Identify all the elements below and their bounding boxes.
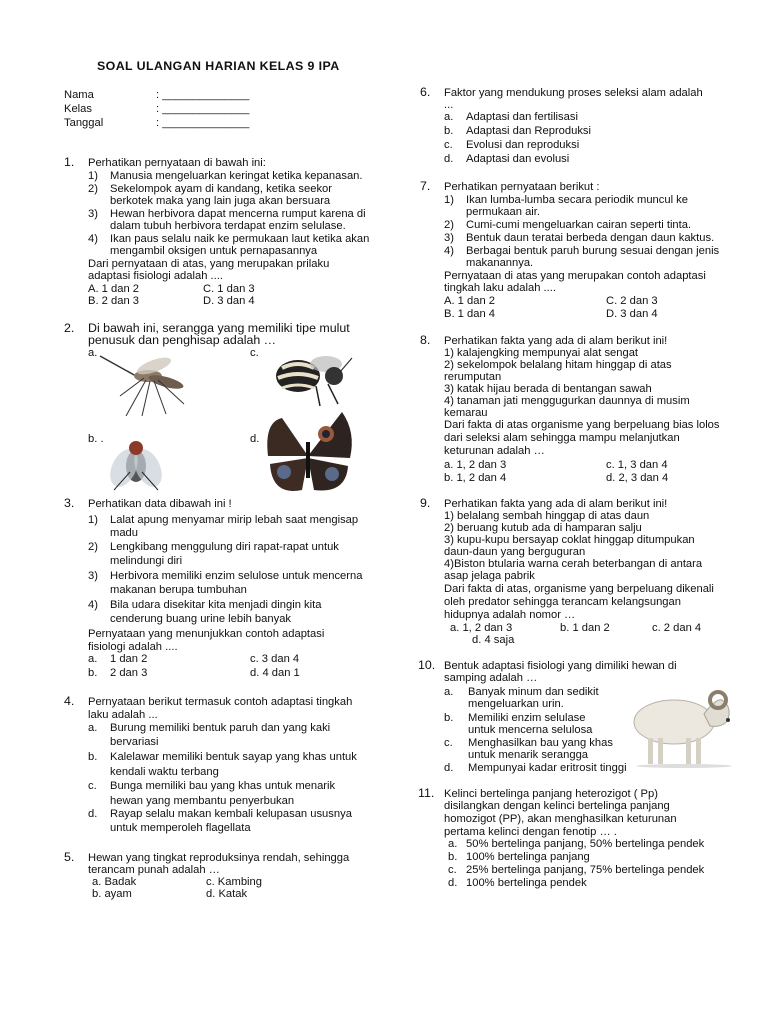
q10-option-letter[interactable]: c. <box>444 737 453 749</box>
q5-option-d[interactable]: d. Katak <box>206 888 248 900</box>
q10-prompt: Bentuk adaptasi fisiologi yang dimiliki hewan di <box>444 660 677 672</box>
q3-option-a[interactable]: 1 dan 2 <box>110 653 148 665</box>
butterfly-image <box>262 412 356 498</box>
q11-option[interactable]: 100% bertelinga panjang <box>466 851 590 863</box>
q11-line: disilangkan dengan kelinci bertelinga panjang <box>444 800 670 812</box>
q5-option-c[interactable]: c. Kambing <box>206 876 262 888</box>
q9-line: hidupnya adalah nomor … <box>444 609 576 621</box>
q8-line: kemarau <box>444 407 488 419</box>
q2-label-d[interactable]: d. <box>250 433 260 445</box>
q4-option-cont: hewan yang membantu penyerbukan <box>110 795 295 807</box>
q10-option[interactable]: Banyak minum dan sedikit <box>468 686 599 698</box>
q9-line: Dari fakta di atas, organisme yang berpeluang dikenali <box>444 583 714 595</box>
q3-item-num: 3) <box>88 570 98 582</box>
q11-option[interactable]: 50% bertelinga panjang, 50% bertelinga pendek <box>466 838 705 850</box>
q7-item-num: 4) <box>444 245 454 257</box>
q4-option-cont: untuk memperoleh flagellata <box>110 822 251 834</box>
q4-option[interactable]: Burung memiliki bentuk paruh dan yang kaki <box>110 722 331 734</box>
q9-line: Perhatikan fakta yang ada di alam berikut ini! <box>444 498 668 510</box>
q7-number: 7. <box>420 179 431 193</box>
q7-option-c[interactable]: C. 2 dan 3 <box>606 295 658 307</box>
q5-option-b[interactable]: b. ayam <box>92 888 132 900</box>
q9-line: 3) kupu-kupu bersayap coklat hinggap ditumpukan <box>444 534 695 546</box>
q6-option[interactable]: Adaptasi dan Reproduksi <box>466 125 592 137</box>
q11-option[interactable]: 100% bertelinga pendek <box>466 877 587 889</box>
q1-item-cont: mengambil oksigen untuk pernapasannya <box>110 245 318 257</box>
q6-prompt: Faktor yang mendukung proses seleksi alam adalah <box>444 87 703 99</box>
q1-item-num: 2) <box>88 183 98 195</box>
q8-number: 8. <box>420 333 431 347</box>
q4-option-cont: kendali waktu terbang <box>110 766 219 778</box>
q8-line: dari seleksi alam sehingga mampu melanjutkan <box>444 432 680 444</box>
q10-number: 10. <box>418 658 436 672</box>
q7-item-cont: makanannya. <box>466 257 534 269</box>
q8-option-c[interactable]: c. 1, 3 dan 4 <box>606 459 668 471</box>
q3-item-num: 2) <box>88 541 98 553</box>
q10-option-cont: mengeluarkan urin. <box>468 698 564 710</box>
q6-option-letter[interactable]: a. <box>444 111 454 123</box>
q8-line: rerumputan <box>444 371 502 383</box>
q3-item-cont: madu <box>110 527 138 539</box>
q3-option-b[interactable]: 2 dan 3 <box>110 667 148 679</box>
q7-stem: Pernyataan di atas yang merupakan contoh adaptasi <box>444 270 706 282</box>
q11-line: pertama kelinci dengan fenotip … . <box>444 826 617 838</box>
q1-item: Sekelompok ayam di kandang, ketika seekor <box>110 183 333 195</box>
q9-option-c[interactable]: c. 2 dan 4 <box>652 622 702 634</box>
q8-line: 3) katak hijau berada di bentangan sawah <box>444 383 652 395</box>
q3-item-num: 1) <box>88 514 98 526</box>
q8-option-b[interactable]: b. 1, 2 dan 4 <box>444 472 507 484</box>
q8-line: 2) sekelompok belalang hitam hinggap di atas <box>444 359 672 371</box>
q11-option-letter[interactable]: c. <box>448 864 457 876</box>
q6-option-letter[interactable]: d. <box>444 153 454 165</box>
q4-option-letter[interactable]: a. <box>88 722 98 734</box>
q10-option[interactable]: Menghasilkan bau yang khas <box>468 737 613 749</box>
q1-stem: Dari pernyataan di atas, yang merupakan prilaku <box>88 258 330 270</box>
q3-item-cont: makanan berupa tumbuhan <box>110 584 247 596</box>
fly-image <box>104 432 166 494</box>
q11-line: homozigot (PP), akan menghasilkan keturunan <box>444 813 677 825</box>
q5-prompt-cont: terancam punah adalah … <box>88 864 220 876</box>
q6-number: 6. <box>420 85 431 99</box>
q10-option[interactable]: Mempunyai kadar eritrosit tinggi <box>468 762 627 774</box>
q11-option[interactable]: 25% bertelinga panjang, 75% bertelinga pendek <box>466 864 705 876</box>
q3-option-c[interactable]: c. 3 dan 4 <box>250 653 300 665</box>
q4-option[interactable]: Rayap selalu makan kembali kelupasan ususnya <box>110 808 352 820</box>
q5-number: 5. <box>64 850 75 864</box>
q1-prompt: Perhatikan pernyataan di bawah ini: <box>88 157 266 169</box>
q1-option-a[interactable]: A. 1 dan 2 <box>88 283 140 295</box>
q10-option-letter[interactable]: a. <box>444 686 454 698</box>
q8-line: 4) tanaman jati menggugurkan daunnya di musim <box>444 395 690 407</box>
q11-option-letter[interactable]: d. <box>448 877 458 889</box>
worksheet-title: SOAL ULANGAN HARIAN KELAS 9 IPA <box>97 59 340 73</box>
q2-prompt: Di bawah ini, serangga yang memiliki tipe mulut <box>88 321 350 335</box>
q10-option[interactable]: Memiliki enzim selulase <box>468 712 586 724</box>
q6-option[interactable]: Adaptasi dan fertilisasi <box>466 111 578 123</box>
q4-option-letter[interactable]: c. <box>88 780 97 792</box>
q11-option-letter[interactable]: b. <box>448 851 458 863</box>
q2-number: 2. <box>64 321 75 335</box>
q9-line: 4)Biston btularia warna cerah beterbangan di antara <box>444 558 703 570</box>
q8-line: keturunan adalah … <box>444 445 545 457</box>
q2-label-b[interactable]: b. . <box>88 433 104 445</box>
q11-option-letter[interactable]: a. <box>448 838 458 850</box>
q10-option-letter[interactable]: b. <box>444 712 454 724</box>
mosquito-image <box>96 346 188 418</box>
q4-prompt: Pernyataan berikut termasuk contoh adaptasi tingkah <box>88 696 353 708</box>
q9-option-d[interactable]: d. 4 saja <box>472 634 515 646</box>
q7-prompt: Perhatikan pernyataan berikut : <box>444 181 600 193</box>
q6-option[interactable]: Evolusi dan reproduksi <box>466 139 580 151</box>
q10-prompt-cont: samping adalah … <box>444 672 538 684</box>
q3-option-a-letter[interactable]: a. <box>88 653 98 665</box>
q3-number: 3. <box>64 496 75 510</box>
q9-line: 2) beruang kutub ada di hamparan salju <box>444 522 642 534</box>
wasp-image <box>268 346 354 408</box>
q3-item: Lengkibang menggulung diri rapat-rapat untuk <box>110 541 339 553</box>
q2-label-c[interactable]: c. <box>250 347 259 359</box>
q2-prompt-cont: penusuk dan penghisap adalah … <box>88 333 277 347</box>
q3-stem: Pernyataan yang menunjukkan contoh adaptasi <box>88 628 325 640</box>
q7-item: Ikan lumba-lumba secara periodik muncul ke <box>466 194 688 206</box>
q1-option-c[interactable]: C. 1 dan 3 <box>203 283 255 295</box>
q8-line: Perhatikan fakta yang ada di alam berikut ini! <box>444 335 668 347</box>
q9-number: 9. <box>420 496 431 510</box>
q1-number: 1. <box>64 155 75 169</box>
q4-option[interactable]: Kalelawar memiliki bentuk sayap yang khas untuk <box>110 751 357 763</box>
q10-option-letter[interactable]: d. <box>444 762 454 774</box>
q3-item-cont: melindungi diri <box>110 555 183 567</box>
q7-option-d[interactable]: D. 3 dan 4 <box>606 308 658 320</box>
q7-item: Cumi-cumi mengeluarkan cairan seperti tinta. <box>466 219 692 231</box>
q4-option-cont: bervariasi <box>110 736 159 748</box>
q8-option-a[interactable]: a. 1, 2 dan 3 <box>444 459 507 471</box>
q6-option-letter[interactable]: c. <box>444 139 453 151</box>
q8-line: 1) kalajengking mempunyai alat sengat <box>444 347 639 359</box>
q6-option[interactable]: Adaptasi dan evolusi <box>466 153 570 165</box>
q7-item-cont: permukaan air. <box>466 206 541 218</box>
q9-option-b[interactable]: b. 1 dan 2 <box>560 622 610 634</box>
q4-option-letter[interactable]: d. <box>88 808 98 820</box>
q7-item: Berbagai bentuk paruh burung sesuai dengan jenis <box>466 245 720 257</box>
q11-line: Kelinci bertelinga panjang heterozigot ( Pp) <box>444 788 658 800</box>
q8-line: Dari fakta di atas organisme yang berpeluang bias lolos <box>444 419 720 431</box>
q1-item-cont: berkotek maka yang lain juga akan bersuara <box>110 195 331 207</box>
q7-item: Bentuk daun teratai berbeda dengan daun kaktus. <box>466 232 715 244</box>
q10-option-cont: untuk mencerna selulosa <box>468 724 593 736</box>
q7-option-b[interactable]: B. 1 dan 4 <box>444 308 496 320</box>
q9-line: oleh predator sehingga terancam kelangsungan <box>444 596 681 608</box>
q1-item: Manusia mengeluarkan keringat ketika kepanasan. <box>110 170 363 182</box>
q3-stem-cont: fisiologi adalah .... <box>88 641 178 653</box>
q1-item: Hewan herbivora dapat mencerna rumput karena di <box>110 208 366 220</box>
q3-option-b-letter[interactable]: b. <box>88 667 98 679</box>
q1-item-num: 4) <box>88 233 98 245</box>
q9-line: daun-daun yang berguguran <box>444 546 586 558</box>
q4-prompt-cont: laku adalah ... <box>88 709 158 721</box>
q4-option-letter[interactable]: b. <box>88 751 98 763</box>
q1-item-num: 3) <box>88 208 98 220</box>
q8-option-d[interactable]: d. 2, 3 dan 4 <box>606 472 669 484</box>
q9-line: 1) belalang sembah hinggap di atas daun <box>444 510 650 522</box>
q9-option-a[interactable]: a. 1, 2 dan 3 <box>450 622 513 634</box>
q1-item: Ikan paus selalu naik ke permukaan laut ketika akan <box>110 233 370 245</box>
field-tanggal[interactable]: : ______________ <box>156 117 250 129</box>
field-nama[interactable]: : ______________ <box>156 89 250 101</box>
q11-number: 11. <box>418 786 435 800</box>
q5-option-a[interactable]: a. Badak <box>92 876 137 888</box>
q9-line: asap jelaga pabrik <box>444 570 535 582</box>
q3-prompt: Perhatikan data dibawah ini ! <box>88 498 232 510</box>
q2-label-a[interactable]: a. <box>88 347 98 359</box>
q1-option-d[interactable]: D. 3 dan 4 <box>203 295 255 307</box>
q1-stem-cont: adaptasi fisiologi adalah .... <box>88 270 223 282</box>
q6-option-letter[interactable]: b. <box>444 125 454 137</box>
q1-item-cont: dalam tubuh herbivora terdapat enzim selulase. <box>110 220 346 232</box>
q7-option-a[interactable]: A. 1 dan 2 <box>444 295 496 307</box>
field-kelas[interactable]: : ______________ <box>156 103 250 115</box>
q5-prompt: Hewan yang tingkat reproduksinya rendah, sehingga <box>88 852 350 864</box>
q3-option-d[interactable]: d. 4 dan 1 <box>250 667 300 679</box>
q3-item: Herbivora memiliki enzim selulose untuk mencerna <box>110 570 363 582</box>
q3-item: Lalat apung menyamar mirip lebah saat mengisap <box>110 514 359 526</box>
ram-image <box>624 676 742 768</box>
q6-prompt-cont: ... <box>444 99 454 111</box>
label-nama: Nama <box>64 89 94 101</box>
q4-option[interactable]: Bunga memiliki bau yang khas untuk menarik <box>110 780 336 792</box>
label-tanggal: Tanggal <box>64 117 104 129</box>
q7-stem-cont: tingkah laku adalah .... <box>444 282 556 294</box>
q3-item-num: 4) <box>88 599 98 611</box>
label-kelas: Kelas <box>64 103 92 115</box>
q1-option-b[interactable]: B. 2 dan 3 <box>88 295 140 307</box>
q10-option-cont: untuk menarik serangga <box>468 749 589 761</box>
q1-item-num: 1) <box>88 170 98 182</box>
q7-item-num: 3) <box>444 232 454 244</box>
q7-item-num: 2) <box>444 219 454 231</box>
q3-item: Bila udara disekitar kita menjadi dingin kita <box>110 599 322 611</box>
q7-item-num: 1) <box>444 194 454 206</box>
q4-number: 4. <box>64 694 75 708</box>
q3-item-cont: cenderung buang urine lebih banyak <box>110 613 292 625</box>
